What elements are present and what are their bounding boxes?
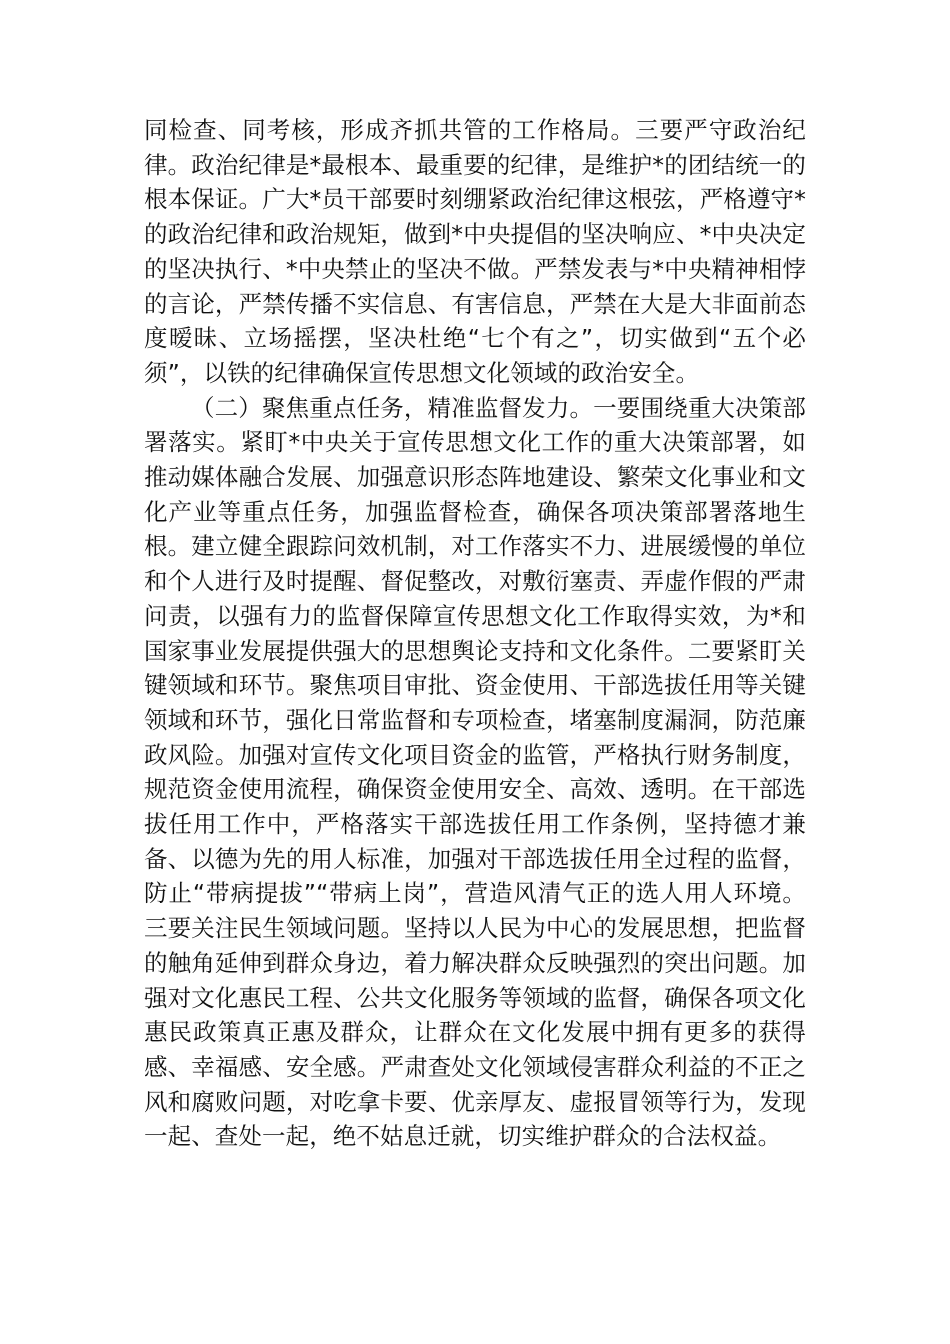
paragraph-section-two: （二）聚焦重点任务，精准监督发力。一要围绕重大决策部署落实。紧盯*中央关于宣传思想文化工作的重大决策部署，如推动媒体融合发展、加强意识形态阵地建设、繁荣文化事业和文化产业等重点任务，加强监督检查，确保各项决策部署落地生根。建立健全跟踪问效机制，对工作落实不力、进展缓慢的单位和个人进行及时提醒、督促整改，对敷衍塞责、弄虚作假的严肃问责，以强有力的监督保障宣传思想文化工作取得实效，为*和国家事业发展提供强大的思想舆论支持和文化条件。二要紧盯关键领域和环节。聚焦项目审批、资金使用、干部选拔任用等关键领域和环节，强化日常监督和专项检查，堵塞制度漏洞，防范廉政风险。加强对宣传文化项目资金的监管，严格执行财务制度，规范资金使用流程，确保资金使用安全、高效、透明。在干部选拔任用工作中，严格落实干部选拔任用工作条例，坚持德才兼备、以德为先的用人标准，加强对干部选拔任用全过程的监督，防止“带病提拔”“带病上岗”，营造风清气正的选人用人环境。三要关注民生领域问题。坚持以人民为中心的发展思想，把监督的触角延伸到群众身边，着力解决群众反映强烈的突出问题。加强对文化惠民工程、公共文化服务等领域的监督，确保各项文化惠民政策真正惠及群众，让群众在文化发展中拥有更多的获得感、幸福感、安全感。严肃查处文化领域侵害群众利益的不正之风和腐败问题，对吃拿卡要、优亲厚友、虚报冒领等行为，发现一起、查处一起，绝不姑息迁就，切实维护群众的合法权益。 <box>144 393 806 1151</box>
paragraph-continuation: 同检查、同考核，形成齐抓共管的工作格局。三要严守政治纪律。政治纪律是*最根本、最重要的纪律，是维护*的团结统一的根本保证。广大*员干部要时刻绷紧政治纪律这根弦，严格遵守*的政治纪律和政治规矩，做到*中央提倡的坚决响应、*中央决定的坚决执行、*中央禁止的坚决不做。严禁发表与*中央精神相悖的言论，严禁传播不实信息、有害信息，严禁在大是大非面前态度暧昧、立场摇摆，坚决杜绝“七个有之”，切实做到“五个必须”，以铁的纪律确保宣传思想文化领域的政治安全。 <box>144 116 806 387</box>
document-page <box>144 113 806 1154</box>
